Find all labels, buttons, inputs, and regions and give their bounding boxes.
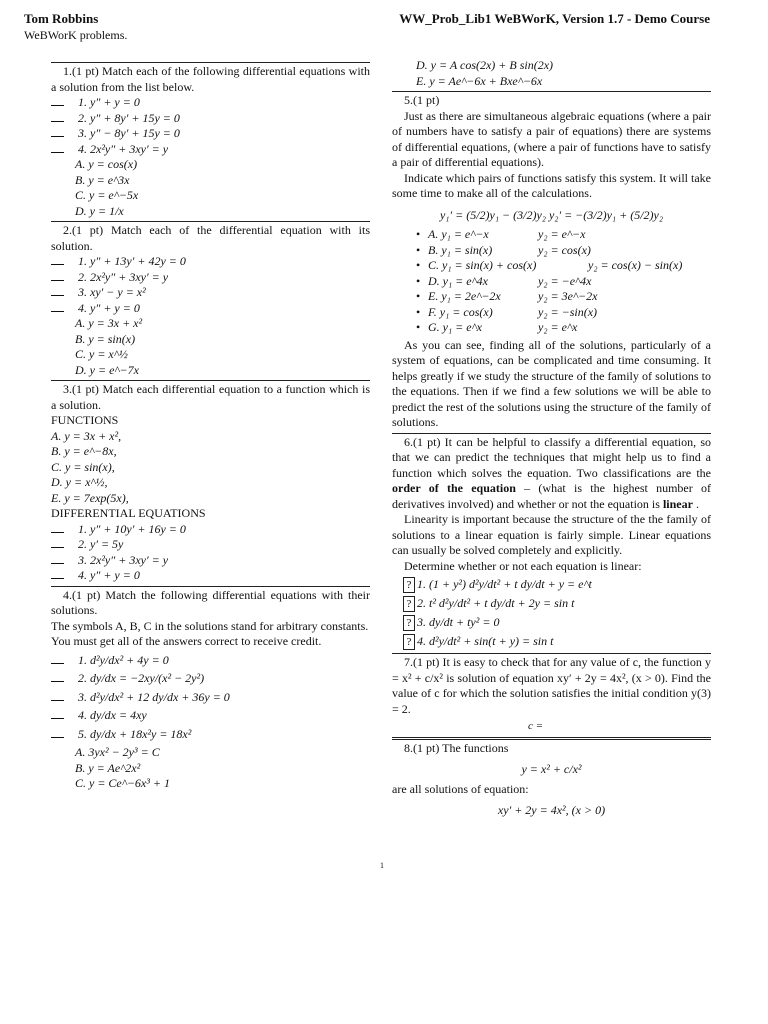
equation: 3. y″ − 8y′ + 15y = 0 (78, 126, 180, 140)
list-item: • E. y₁ = 2e^−2x y₂ = 3e^−2x (416, 289, 598, 303)
answer-option: B. y = e^3x (75, 172, 130, 187)
answer-option: E. y = Ae^−6x + Bxe^−6x (416, 73, 543, 88)
equation: 1. y″ + 10y′ + 16y = 0 (78, 521, 186, 536)
problem-4-answers (51, 745, 370, 792)
problem-4-intro: 4.(1 pt) Match the following differential equations with their solutions. (51, 587, 370, 617)
problem-1-equations (51, 95, 370, 157)
system-options (392, 227, 711, 336)
answer-blank[interactable] (51, 709, 64, 719)
answer-field[interactable] (392, 737, 711, 740)
divider (51, 62, 370, 63)
equation: 3. dy/dt + ty² = 0 (417, 615, 500, 630)
functions-label: FUNCTIONS (51, 413, 119, 427)
equation: 1. y″ + y = 0 (78, 95, 140, 109)
divider (392, 91, 711, 92)
problem-1-intro: 1.(1 pt) Match each of the following differential equations with a solution from the list below. (51, 64, 370, 94)
header-left (24, 11, 354, 43)
equation: 4. y″ + y = 0 (78, 568, 140, 582)
course-title: WW_Prob_Lib1 WeBWorK, Version 1.7 - Demo Course (399, 11, 710, 26)
answer-option: D. y = e^−7x (75, 362, 139, 377)
equation: 5. dy/dx + 18x²y = 18x² (78, 726, 192, 741)
problem-6-para: Determine whether or not each equation is linear: (404, 558, 642, 573)
answer-blank[interactable] (51, 554, 64, 564)
divider (51, 221, 370, 222)
list-item: • C. y₁ = sin(x) + cos(x) y₂ = cos(x) − sin(x) (416, 258, 683, 272)
list-item: • A. y₁ = e^−x y₂ = e^−x (416, 227, 586, 241)
problem-8-intro: 8.(1 pt) The functions (404, 740, 509, 755)
linear-select[interactable]: ? (403, 596, 415, 612)
equation: 1. (1 + y²) d²y/dt² + t dy/dt + y = e^t (417, 577, 592, 592)
problem-7-text: 7.(1 pt) It is easy to check that for any value of c, the function y = x² + c/x² is solution of equation xy′ + 2y = 4x², (x > 0). Find the value of c for which the solution satisfies the initial condition y(3) = 2. (392, 655, 711, 716)
list-item: • F. y₁ = cos(x) y₂ = −sin(x) (416, 304, 598, 319)
function-option: E. y = 7exp(5x), (51, 490, 129, 505)
answer-option: C. y = e^−5x (75, 188, 139, 202)
problem-2-equations (51, 254, 370, 316)
problem-8-text: are all solutions of equation: (392, 781, 529, 796)
answer-option: C. y = Ce^−6x³ + 1 (75, 776, 170, 790)
function-option: C. y = sin(x), (51, 459, 115, 474)
problem-4-note: You must get all of the answers correct to receive credit. (51, 634, 322, 648)
answer-option: B. y = sin(x) (75, 331, 136, 346)
equation: 1. y″ + 13y′ + 42y = 0 (78, 254, 186, 268)
problem-8-function: y = x² + c/x² (521, 762, 582, 776)
author-name: Tom Robbins (24, 11, 99, 26)
problem-5-para: Just as there are simultaneous algebraic equations (where a pair of numbers have to satisfy a pair of equations) there are systems of differential equations, (where a pair of functions have to satisfy a pair of differential equations). (392, 108, 711, 169)
answer-blank[interactable] (51, 255, 64, 265)
bold-term: order of the equation (392, 481, 516, 495)
answer-label: c = (528, 720, 544, 732)
answer-blank[interactable] (51, 691, 64, 701)
list-item: • D. y₁ = e^4x y₂ = −e^4x (416, 273, 592, 288)
equation: 2. y′ = 5y (78, 537, 124, 551)
problem-8-equation: xy′ + 2y = 4x², (x > 0) (497, 803, 606, 817)
de-label: DIFFERENTIAL EQUATIONS (51, 506, 206, 520)
answer-option: C. y = x^½ (75, 347, 128, 361)
function-option: D. y = x^½, (51, 475, 108, 489)
answer-blank[interactable] (51, 143, 64, 153)
problem-2-answers (51, 316, 370, 378)
answer-blank[interactable] (51, 672, 64, 682)
equation: 4. y″ + y = 0 (78, 300, 140, 315)
problem-4-equations (51, 653, 370, 743)
list-item: • G. y₁ = e^x y₂ = e^x (416, 320, 578, 334)
answer-blank[interactable] (51, 302, 64, 312)
divider (51, 380, 370, 381)
problem-4-note: The symbols A, B, C in the solutions stand for arbitrary constants. (51, 618, 369, 633)
answer-blank[interactable] (51, 654, 64, 664)
answer-blank[interactable] (51, 271, 64, 281)
divider (392, 653, 711, 654)
problem-5-para: As you can see, finding all of the solutions, particularly of a system of equations, can be complicated and time consuming. It helps greatly if we study the structure of the family of solutions to the equations. Then if we find a few solutions we will be able to predict the rest of the solutions using the structure of the family of solutions. (392, 337, 711, 429)
answer-blank[interactable] (51, 728, 64, 738)
left-column (51, 60, 370, 792)
answer-option: B. y = Ae^2x² (75, 760, 141, 775)
answer-blank[interactable] (51, 569, 64, 579)
problem-2-intro: 2.(1 pt) Match each of the differential equation with its solution. (51, 223, 370, 253)
linear-select[interactable]: ? (403, 577, 415, 593)
answer-blank[interactable] (51, 127, 64, 137)
problem-6-para: Linearity is important because the structure of the the family of solutions to a linear equation is fairly simple. Linear equations can usually be solved completely and explicitly. (392, 512, 711, 557)
answer-option: D. y = A cos(2x) + B sin(2x) (416, 58, 554, 72)
list-item: • B. y₁ = sin(x) y₂ = cos(x) (416, 242, 591, 257)
page-number: 1 (380, 861, 384, 870)
answer-blank[interactable] (51, 286, 64, 296)
answer-option: A. y = 3x + x² (75, 316, 143, 330)
equation: 2. dy/dx = −2xy/(x² − 2y²) (78, 671, 205, 685)
equation: 3. 2x²y″ + 3xy′ = y (78, 552, 169, 567)
equation: 4. dy/dx = 4xy (78, 708, 147, 722)
function-option: A. y = 3x + x², (51, 428, 122, 443)
header-subtitle: WeBWorK problems. (24, 27, 128, 42)
equation: 3. d²y/dx² + 12 dy/dx + 36y = 0 (78, 689, 230, 704)
equation: 2. 2x²y″ + 3xy′ = y (78, 269, 169, 284)
divider (51, 586, 370, 587)
problem-1-answers (51, 157, 370, 219)
equation: 2. t² d²y/dt² + t dy/dt + 2y = sin t (417, 596, 575, 611)
equation: 4. 2x²y″ + 3xy′ = y (78, 141, 169, 156)
answer-blank[interactable] (51, 112, 64, 122)
problem-4-answers-cont (392, 58, 711, 89)
problem-3-intro: 3.(1 pt) Match each differential equation to a function which is a solution. (51, 382, 370, 412)
answer-blank[interactable] (51, 538, 64, 548)
system-equations: y₁′ = (5/2)y₁ − (3/2)y₂ y₂′ = −(3/2)y₁ + (5/2)y₂ (439, 207, 664, 222)
function-option: B. y = e^−8x, (51, 444, 117, 458)
bold-term: linear (662, 496, 693, 511)
equation: 2. y″ + 8y′ + 15y = 0 (78, 110, 180, 125)
problem-5-para: Indicate which pairs of functions satisfy this system. It will take some time to make all of the calculations. (392, 170, 711, 200)
linear-select[interactable]: ? (403, 634, 415, 650)
equation: 1. d²y/dx² + 4y = 0 (78, 652, 169, 667)
answer-option: D. y = 1/x (75, 203, 124, 218)
answer-option: A. 3yx² − 2y³ = C (75, 745, 160, 759)
problem-5-intro: 5.(1 pt) (404, 93, 440, 107)
equation: 4. d²y/dt² + sin(t + y) = sin t (417, 634, 554, 649)
equation: 3. xy′ − y = x² (78, 285, 146, 299)
answer-blank[interactable] (51, 96, 64, 106)
problem-6-intro: 6.(1 pt) It can be helpful to classify a differential equation, so that we can predict the techniques that might help us to find a function which solves the equation. Two classifications are the order of the equation – (what is the highest number of derivatives involved) and whether or not the equation is linear . (392, 434, 711, 511)
answer-blank[interactable] (51, 523, 64, 533)
right-column (392, 58, 711, 823)
linear-select[interactable]: ? (403, 615, 415, 631)
divider (392, 433, 711, 434)
answer-option: A. y = cos(x) (75, 157, 138, 171)
